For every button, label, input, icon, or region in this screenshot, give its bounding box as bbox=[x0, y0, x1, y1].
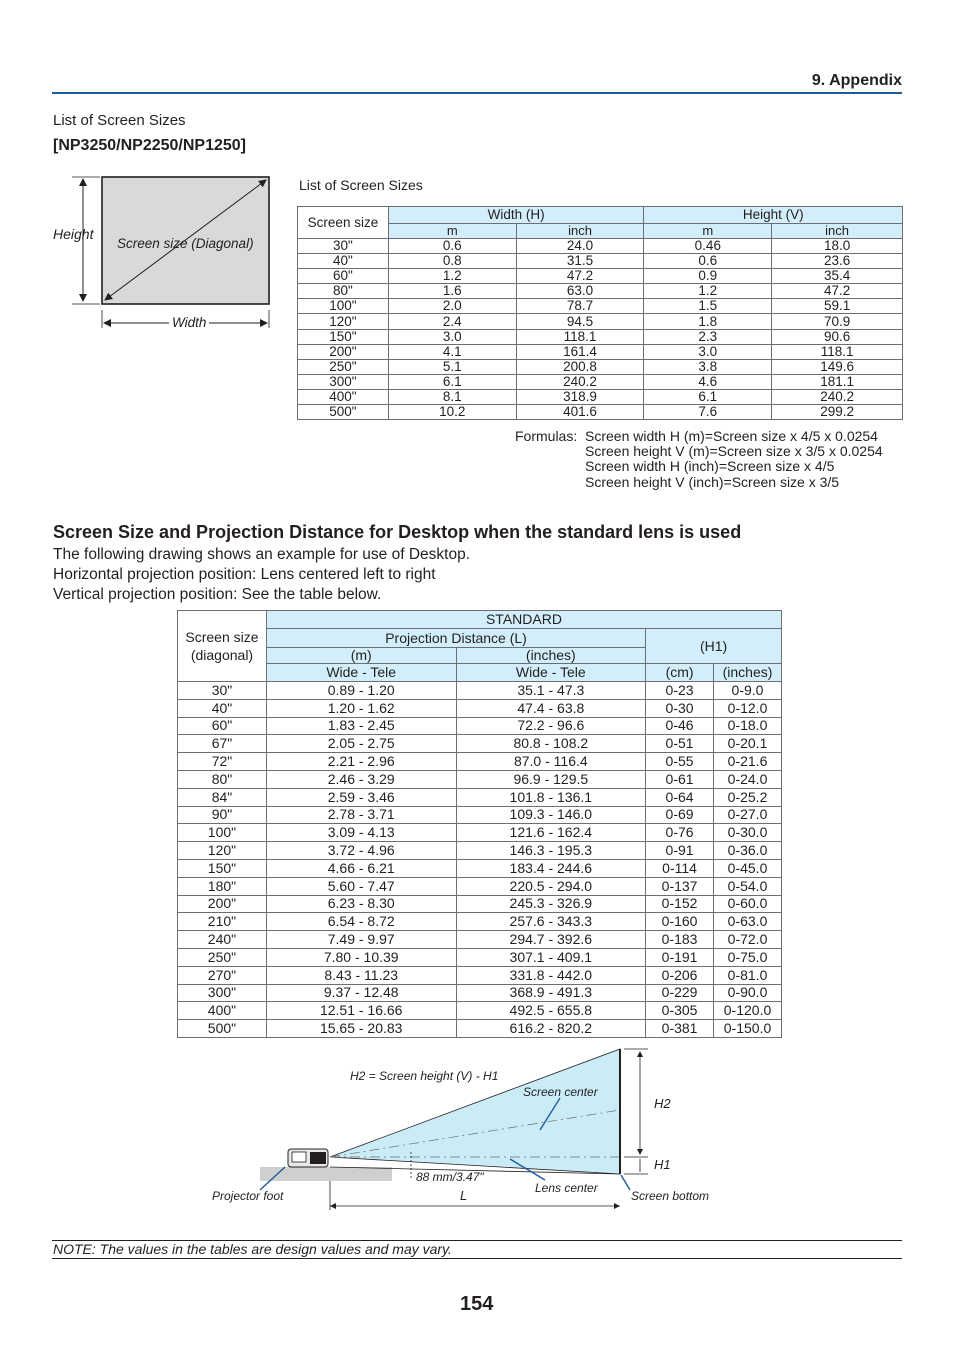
table-cell: 100" bbox=[178, 824, 267, 842]
table-cell: 299.2 bbox=[772, 405, 903, 420]
table-cell: 80" bbox=[298, 284, 389, 299]
table-cell: 60" bbox=[298, 269, 389, 284]
table-cell: 161.4 bbox=[516, 344, 644, 359]
table-cell: 9.37 - 12.48 bbox=[266, 984, 456, 1002]
table-cell: 35.1 - 47.3 bbox=[456, 682, 646, 700]
table-cell: 0-183 bbox=[646, 931, 714, 949]
page-number: 154 bbox=[460, 1293, 494, 1315]
table-cell: 7.49 - 9.97 bbox=[266, 931, 456, 949]
h1-label: H1 bbox=[654, 1157, 671, 1172]
col-width: Width (H) bbox=[388, 207, 644, 224]
table-cell: 1.20 - 1.62 bbox=[266, 699, 456, 717]
section-heading: Screen Size and Projection Distance for Desktop when the standard lens is used bbox=[53, 522, 742, 542]
projection-beam bbox=[330, 1049, 620, 1174]
table-cell: 121.6 - 162.4 bbox=[456, 824, 646, 842]
table-cell: 78.7 bbox=[516, 299, 644, 314]
table-row bbox=[298, 269, 903, 284]
table-row bbox=[178, 913, 782, 931]
table-cell: 30" bbox=[178, 682, 267, 700]
table-cell: 307.1 - 409.1 bbox=[456, 948, 646, 966]
table-cell: 118.1 bbox=[516, 329, 644, 344]
col-h1-inches: (inches) bbox=[714, 664, 782, 682]
table-row bbox=[298, 299, 903, 314]
table-cell: 0-81.0 bbox=[714, 966, 782, 984]
table-row bbox=[178, 1002, 782, 1020]
table-cell: 47.2 bbox=[516, 269, 644, 284]
diagonal-label: Screen size (Diagonal) bbox=[117, 236, 254, 251]
header-rule bbox=[52, 92, 902, 94]
table-row bbox=[178, 966, 782, 984]
table-cell: 0.9 bbox=[644, 269, 772, 284]
screen-size-diagram bbox=[50, 170, 280, 335]
table-cell: 1.2 bbox=[388, 269, 516, 284]
table-cell: 3.0 bbox=[644, 344, 772, 359]
lens-center-label: Lens center bbox=[535, 1181, 598, 1195]
table-cell: 47.2 bbox=[772, 284, 903, 299]
table-cell: 0-150.0 bbox=[714, 1020, 782, 1038]
table-cell: 2.0 bbox=[388, 299, 516, 314]
col-inches: (inches) bbox=[456, 648, 646, 664]
table-cell: 0-63.0 bbox=[714, 913, 782, 931]
table-row bbox=[178, 842, 782, 860]
table-cell: 0-69 bbox=[646, 806, 714, 824]
list-title: List of Screen Sizes bbox=[53, 112, 186, 129]
table-cell: 210" bbox=[178, 913, 267, 931]
table-cell: 47.4 - 63.8 bbox=[456, 699, 646, 717]
table-cell: 80" bbox=[178, 770, 267, 788]
table-row bbox=[178, 877, 782, 895]
table-cell: 0-30.0 bbox=[714, 824, 782, 842]
table-cell: 200.8 bbox=[516, 359, 644, 374]
table-cell: 1.8 bbox=[644, 314, 772, 329]
table-cell: 100" bbox=[298, 299, 389, 314]
table-cell: 30" bbox=[298, 239, 389, 254]
table-cell: 245.3 - 326.9 bbox=[456, 895, 646, 913]
table-cell: 120" bbox=[178, 842, 267, 860]
table-cell: 500" bbox=[298, 405, 389, 420]
width-label: Width bbox=[169, 315, 209, 330]
table-cell: 10.2 bbox=[388, 405, 516, 420]
table-cell: 101.8 - 136.1 bbox=[456, 788, 646, 806]
table-cell: 300" bbox=[178, 984, 267, 1002]
table-cell: 0-60.0 bbox=[714, 895, 782, 913]
table-cell: 7.6 bbox=[644, 405, 772, 420]
table-cell: 3.72 - 4.96 bbox=[266, 842, 456, 860]
table-cell: 150" bbox=[298, 329, 389, 344]
table-cell: 240.2 bbox=[516, 374, 644, 389]
table-row bbox=[178, 859, 782, 877]
table-cell: 80.8 - 108.2 bbox=[456, 735, 646, 753]
table-cell: 0-91 bbox=[646, 842, 714, 860]
table-cell: 183.4 - 244.6 bbox=[456, 859, 646, 877]
table-cell: 15.65 - 20.83 bbox=[266, 1020, 456, 1038]
table-cell: 2.21 - 2.96 bbox=[266, 753, 456, 771]
col-screen-size: Screen size bbox=[298, 207, 389, 239]
model-title: [NP3250/NP2250/NP1250] bbox=[53, 137, 247, 154]
table-cell: 0-61 bbox=[646, 770, 714, 788]
intro-line: Vertical projection position: See the table below. bbox=[53, 586, 382, 603]
table-cell: 109.3 - 146.0 bbox=[456, 806, 646, 824]
table-cell: 401.6 bbox=[516, 405, 644, 420]
table-row bbox=[178, 735, 782, 753]
table-cell: 400" bbox=[298, 389, 389, 404]
table-cell: 120" bbox=[298, 314, 389, 329]
table-row bbox=[178, 1020, 782, 1038]
table-cell: 0-20.1 bbox=[714, 735, 782, 753]
screen-center-label: Screen center bbox=[523, 1085, 598, 1099]
table-cell: 0-305 bbox=[646, 1002, 714, 1020]
table-cell: 7.80 - 10.39 bbox=[266, 948, 456, 966]
formula-line: Screen height V (m)=Screen size x 3/5 x 0.0254 bbox=[585, 443, 883, 460]
table-cell: 0-152 bbox=[646, 895, 714, 913]
col-meters: (m) bbox=[266, 648, 456, 664]
table-cell: 492.5 - 655.8 bbox=[456, 1002, 646, 1020]
table-cell: 12.51 - 16.66 bbox=[266, 1002, 456, 1020]
table-row bbox=[178, 788, 782, 806]
table-cell: 250" bbox=[178, 948, 267, 966]
table-cell: 72.2 - 96.6 bbox=[456, 717, 646, 735]
table-cell: 59.1 bbox=[772, 299, 903, 314]
table-cell: 0.6 bbox=[644, 254, 772, 269]
table-cell: 250" bbox=[298, 359, 389, 374]
height-label: Height bbox=[53, 226, 94, 242]
projector-icon bbox=[288, 1149, 328, 1167]
table-cell: 3.8 bbox=[644, 359, 772, 374]
table-cell: 6.1 bbox=[644, 389, 772, 404]
table-row bbox=[178, 931, 782, 949]
table-row bbox=[178, 984, 782, 1002]
table-cell: 500" bbox=[178, 1020, 267, 1038]
table1-caption: List of Screen Sizes bbox=[299, 177, 423, 193]
table-cell: 1.2 bbox=[644, 284, 772, 299]
intro-line: The following drawing shows an example for use of Desktop. bbox=[53, 546, 470, 563]
col-height: Height (V) bbox=[644, 207, 903, 224]
table-row bbox=[178, 717, 782, 735]
col-wide-tele-m: Wide - Tele bbox=[266, 664, 456, 682]
table-cell: 0-206 bbox=[646, 966, 714, 984]
section-title: 9. Appendix bbox=[811, 72, 902, 89]
table-row bbox=[178, 948, 782, 966]
table-cell: 0-21.6 bbox=[714, 753, 782, 771]
h2-label: H2 bbox=[654, 1096, 671, 1111]
table-row bbox=[298, 359, 903, 374]
table-cell: 200" bbox=[178, 895, 267, 913]
distance-label: 88 mm/3.47" bbox=[416, 1170, 484, 1184]
table-cell: 2.59 - 3.46 bbox=[266, 788, 456, 806]
table-cell: 0.89 - 1.20 bbox=[266, 682, 456, 700]
table-cell: 368.9 - 491.3 bbox=[456, 984, 646, 1002]
table-cell: 3.09 - 4.13 bbox=[266, 824, 456, 842]
table-cell: 2.46 - 3.29 bbox=[266, 770, 456, 788]
col-width-m: m bbox=[388, 224, 516, 239]
table-cell: 5.60 - 7.47 bbox=[266, 877, 456, 895]
table-cell: 240" bbox=[178, 931, 267, 949]
table-row bbox=[298, 239, 903, 254]
table-cell: 257.6 - 343.3 bbox=[456, 913, 646, 931]
table-cell: 149.6 bbox=[772, 359, 903, 374]
table-cell: 0.8 bbox=[388, 254, 516, 269]
table-cell: 0-381 bbox=[646, 1020, 714, 1038]
table-cell: 0-72.0 bbox=[714, 931, 782, 949]
table-cell: 23.6 bbox=[772, 254, 903, 269]
table-cell: 4.6 bbox=[644, 374, 772, 389]
table-cell: 0-36.0 bbox=[714, 842, 782, 860]
table-cell: 0-75.0 bbox=[714, 948, 782, 966]
intro-line: Horizontal projection position: Lens centered left to right bbox=[53, 566, 436, 583]
table-row bbox=[298, 284, 903, 299]
table-cell: 0-51 bbox=[646, 735, 714, 753]
table-cell: 2.78 - 3.71 bbox=[266, 806, 456, 824]
table-cell: 87.0 - 116.4 bbox=[456, 753, 646, 771]
table-cell: 5.1 bbox=[388, 359, 516, 374]
table-cell: 4.1 bbox=[388, 344, 516, 359]
col-projection-distance: Projection Distance (L) bbox=[266, 629, 645, 648]
table-cell: 0-54.0 bbox=[714, 877, 782, 895]
table-cell: 0-64 bbox=[646, 788, 714, 806]
table-cell: 0-90.0 bbox=[714, 984, 782, 1002]
h2-formula-label: H2 = Screen height (V) - H1 bbox=[350, 1069, 499, 1083]
table-cell: 0-191 bbox=[646, 948, 714, 966]
col-width-inch: inch bbox=[516, 224, 644, 239]
table-cell: 63.0 bbox=[516, 284, 644, 299]
table-cell: 1.6 bbox=[388, 284, 516, 299]
table-cell: 0-12.0 bbox=[714, 699, 782, 717]
col-height-inch: inch bbox=[772, 224, 903, 239]
table-cell: 8.1 bbox=[388, 389, 516, 404]
table-cell: 400" bbox=[178, 1002, 267, 1020]
table-cell: 6.1 bbox=[388, 374, 516, 389]
table-cell: 90.6 bbox=[772, 329, 903, 344]
col-wide-tele-inch: Wide - Tele bbox=[456, 664, 646, 682]
table-cell: 0-30 bbox=[646, 699, 714, 717]
table-cell: 60" bbox=[178, 717, 267, 735]
col-h1-cm: (cm) bbox=[646, 664, 714, 682]
formula-line: Screen height V (inch)=Screen size x 3/5 bbox=[585, 473, 840, 490]
screen-size-table bbox=[297, 206, 903, 420]
table-cell: 84" bbox=[178, 788, 267, 806]
projector-foot-label: Projector foot bbox=[212, 1189, 284, 1203]
table-cell: 31.5 bbox=[516, 254, 644, 269]
table-cell: 67" bbox=[178, 735, 267, 753]
table-cell: 0-27.0 bbox=[714, 806, 782, 824]
table-cell: 6.23 - 8.30 bbox=[266, 895, 456, 913]
formula-line: Screen width H (inch)=Screen size x 4/5 bbox=[585, 458, 835, 475]
table-cell: 8.43 - 11.23 bbox=[266, 966, 456, 984]
table-cell: 0-160 bbox=[646, 913, 714, 931]
table-cell: 270" bbox=[178, 966, 267, 984]
table-row bbox=[298, 344, 903, 359]
intro-text bbox=[53, 545, 470, 605]
table-row bbox=[298, 254, 903, 269]
col-height-m: m bbox=[644, 224, 772, 239]
table-cell: 72" bbox=[178, 753, 267, 771]
table-cell: 318.9 bbox=[516, 389, 644, 404]
table-cell: 331.8 - 442.0 bbox=[456, 966, 646, 984]
table-row bbox=[298, 389, 903, 404]
table-row bbox=[178, 770, 782, 788]
table-cell: 181.1 bbox=[772, 374, 903, 389]
table-cell: 0-45.0 bbox=[714, 859, 782, 877]
table-cell: 118.1 bbox=[772, 344, 903, 359]
table-row bbox=[298, 314, 903, 329]
table-cell: 0-25.2 bbox=[714, 788, 782, 806]
table-cell: 0-55 bbox=[646, 753, 714, 771]
table-cell: 180" bbox=[178, 877, 267, 895]
table-cell: 0-18.0 bbox=[714, 717, 782, 735]
screen-bottom-label: Screen bottom bbox=[631, 1189, 710, 1203]
table-cell: 1.5 bbox=[644, 299, 772, 314]
table-cell: 40" bbox=[298, 254, 389, 269]
desk-surface bbox=[260, 1167, 392, 1181]
table-cell: 0-24.0 bbox=[714, 770, 782, 788]
table-cell: 24.0 bbox=[516, 239, 644, 254]
table-row bbox=[178, 682, 782, 700]
table-cell: 4.66 - 6.21 bbox=[266, 859, 456, 877]
table-row bbox=[178, 824, 782, 842]
col-standard: STANDARD bbox=[266, 611, 781, 629]
table-cell: 294.7 - 392.6 bbox=[456, 931, 646, 949]
table-cell: 150" bbox=[178, 859, 267, 877]
table-row bbox=[298, 329, 903, 344]
table-cell: 220.5 - 294.0 bbox=[456, 877, 646, 895]
table-cell: 0-76 bbox=[646, 824, 714, 842]
note: NOTE: The values in the tables are design values and may vary. bbox=[53, 1241, 452, 1257]
formulas-label: Formulas: bbox=[515, 428, 578, 444]
table-cell: 0.46 bbox=[644, 239, 772, 254]
table-cell: 2.05 - 2.75 bbox=[266, 735, 456, 753]
table-cell: 3.0 bbox=[388, 329, 516, 344]
projection-distance-table bbox=[177, 610, 782, 1038]
table-cell: 35.4 bbox=[772, 269, 903, 284]
table-row bbox=[178, 806, 782, 824]
table-row bbox=[298, 374, 903, 389]
table-cell: 616.2 - 820.2 bbox=[456, 1020, 646, 1038]
table-cell: 240.2 bbox=[772, 389, 903, 404]
table-cell: 94.5 bbox=[516, 314, 644, 329]
note-rule-bottom bbox=[52, 1258, 902, 1259]
table-cell: 40" bbox=[178, 699, 267, 717]
table-cell: 0-46 bbox=[646, 717, 714, 735]
table-cell: 6.54 - 8.72 bbox=[266, 913, 456, 931]
col-h1: (H1) bbox=[646, 629, 782, 664]
table-cell: 0-9.0 bbox=[714, 682, 782, 700]
table-cell: 300" bbox=[298, 374, 389, 389]
table-cell: 0.6 bbox=[388, 239, 516, 254]
table-cell: 2.3 bbox=[644, 329, 772, 344]
screen-bottom-pointer bbox=[621, 1175, 630, 1190]
table-cell: 18.0 bbox=[772, 239, 903, 254]
table-cell: 96.9 - 129.5 bbox=[456, 770, 646, 788]
table-cell: 0-114 bbox=[646, 859, 714, 877]
table-cell: 0-137 bbox=[646, 877, 714, 895]
table-cell: 2.4 bbox=[388, 314, 516, 329]
table-row bbox=[178, 895, 782, 913]
table-cell: 90" bbox=[178, 806, 267, 824]
formula-line: Screen width H (m)=Screen size x 4/5 x 0.0254 bbox=[585, 428, 878, 444]
table-cell: 0-229 bbox=[646, 984, 714, 1002]
l-label: L bbox=[460, 1188, 468, 1203]
table-cell: 200" bbox=[298, 344, 389, 359]
table-cell: 0-23 bbox=[646, 682, 714, 700]
table-cell: 0-120.0 bbox=[714, 1002, 782, 1020]
col-screen-size-diagonal: Screen size (diagonal) bbox=[178, 611, 267, 682]
table-cell: 146.3 - 195.3 bbox=[456, 842, 646, 860]
table-cell: 1.83 - 2.45 bbox=[266, 717, 456, 735]
table-row bbox=[298, 405, 903, 420]
table-row bbox=[178, 753, 782, 771]
table-row bbox=[178, 699, 782, 717]
table-cell: 70.9 bbox=[772, 314, 903, 329]
